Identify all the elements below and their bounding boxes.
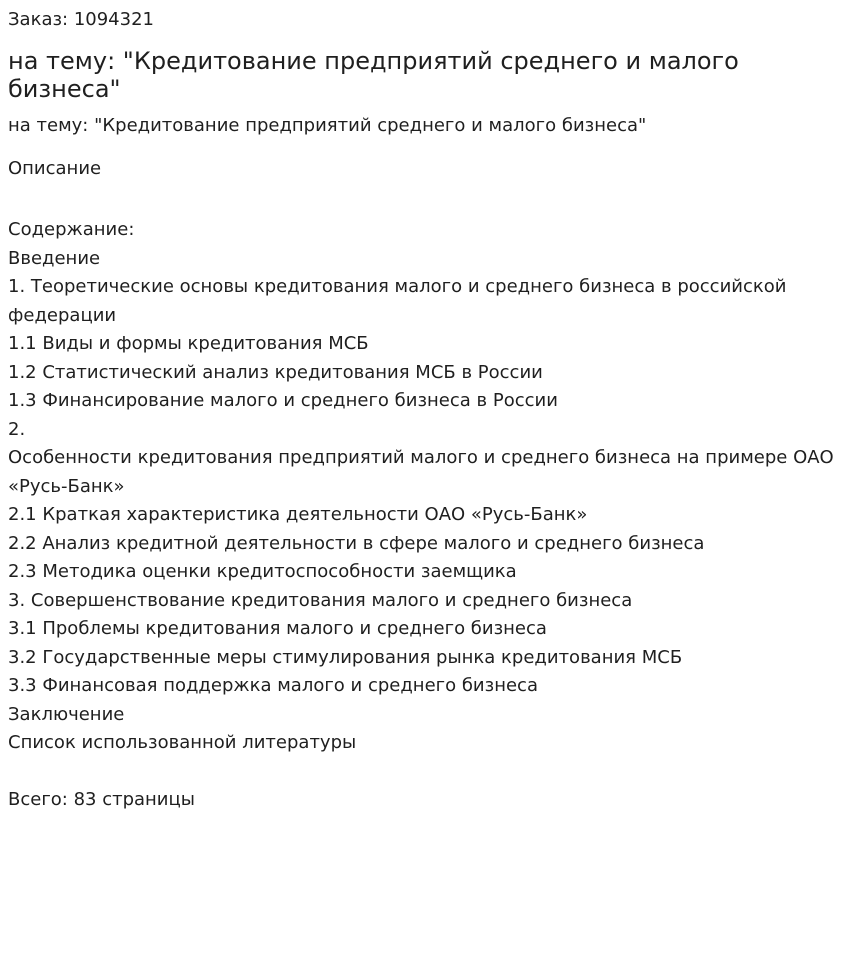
toc-item: 1.1 Виды и формы кредитования МСБ — [8, 333, 369, 354]
toc-item: Особенности кредитования предприятий малого и среднего бизнеса на примере ОАО «Русь-Банк» — [8, 447, 834, 497]
order-number: Заказ: 1094321 — [8, 9, 154, 30]
toc-item: 2. — [8, 418, 26, 440]
toc-item: 3.3 Финансовая поддержка малого и среднего бизнеса — [8, 675, 538, 696]
toc-item: 2.2 Анализ кредитной деятельности в сфере малого и среднего бизнеса — [8, 532, 705, 554]
page-title: на тему: "Кредитование предприятий среднего и малого бизнеса" — [8, 47, 739, 103]
table-of-contents — [8, 245, 839, 758]
toc-item: 1. Теоретические основы кредитования малого и среднего бизнеса в российской федерации — [8, 276, 787, 326]
toc-item: 2.3 Методика оценки кредитоспособности заемщика — [8, 561, 517, 582]
toc-item: Список использованной литературы — [8, 732, 357, 753]
toc-item: 3.1 Проблемы кредитования малого и среднего бизнеса — [8, 618, 547, 639]
toc-item: 2.1 Краткая характеристика деятельности ОАО «Русь-Банк» — [8, 504, 588, 525]
toc-item: 1.2 Статистический анализ кредитования МСБ в России — [8, 361, 543, 383]
toc-item: 3.2 Государственные меры стимулирования рынка кредитования МСБ — [8, 646, 683, 668]
toc-item: Введение — [8, 247, 101, 269]
page-subtitle: на тему: "Кредитование предприятий среднего и малого бизнеса" — [8, 115, 647, 136]
toc-item: 3. Совершенствование кредитования малого и среднего бизнеса — [8, 589, 633, 611]
toc-item: 1.3 Финансирование малого и среднего бизнеса в России — [8, 390, 558, 411]
contents-heading: Содержание: — [8, 219, 135, 240]
page-count: Всего: 83 страницы — [8, 789, 195, 810]
description-label: Описание — [8, 158, 102, 179]
toc-item: Заключение — [8, 703, 125, 725]
